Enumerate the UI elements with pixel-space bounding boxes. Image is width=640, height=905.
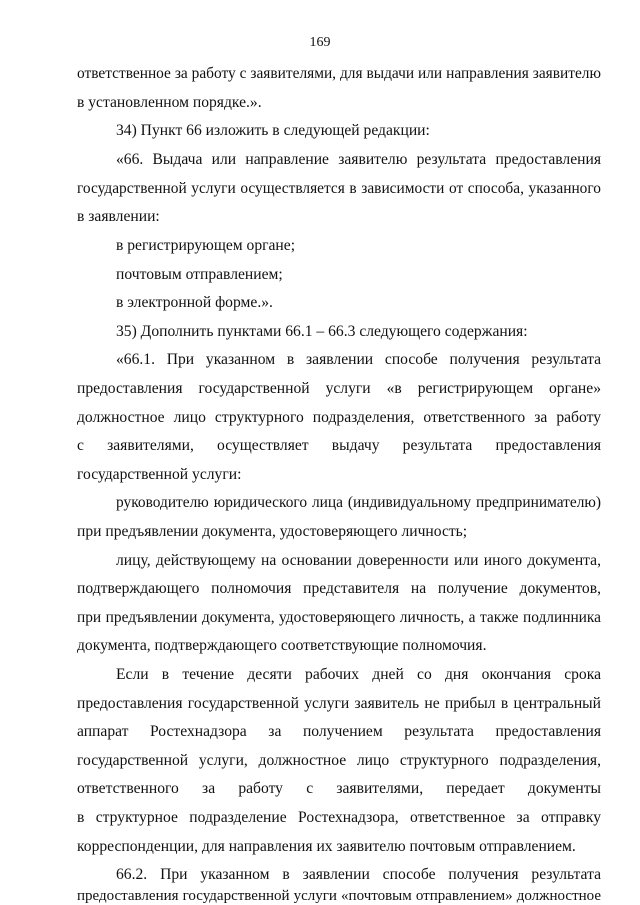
text-line: государственной услуги осуществляется в зависимости от способа, указанного [77,180,601,197]
text-line: подтверждающего полномочия представителя на получение документов, [77,580,601,597]
text-line: с заявителями, осуществляет выдачу результата предоставления [77,437,601,454]
page-number: 169 [309,35,331,50]
text-line: 34) Пункт 66 изложить в следующей редакции: [116,122,430,139]
text-line: 35) Дополнить пунктами 66.1 – 66.3 следующего содержания: [116,323,528,340]
text-line: 66.2. При указанном в заявлении способе получения результата [116,866,601,883]
text-line: должностное лицо структурного подразделения, ответственного за работу [77,409,601,426]
text-line: в установленном порядке.». [77,94,262,111]
text-line: аппарат Ростехнадзора за получением результата предоставления [77,723,601,740]
text-line: предоставления государственной услуги «в регистрирующем органе» [77,380,601,397]
text-line: «66.1. При указанном в заявлении способе получения результата [116,351,601,368]
text-line: государственной услуги, должностное лицо структурного подразделения, [77,752,601,769]
text-line: в электронной форме.». [116,294,273,311]
text-line: в регистрирующем органе; [116,237,296,254]
text-line: предоставления государственной услуги «почтовым отправлением» должностное [77,888,601,904]
text-line: в структурное подразделение Ростехнадзора, ответственное за отправку [77,809,601,826]
text-line: государственной услуги: [77,466,242,483]
text-line: при предъявлении документа, удостоверяющего личность, а также подлинника [77,609,601,626]
text-line: ответственное за работу с заявителями, для выдачи или направления заявителю [77,65,601,82]
text-line: ответственного за работу с заявителями, передает документы [77,780,601,797]
text-line: при предъявлении документа, удостоверяющего личность; [77,523,468,540]
text-line: предоставления государственной услуги заявитель не прибыл в центральный [77,695,601,712]
text-line: Если в течение десяти рабочих дней со дня окончания срока [116,666,601,683]
text-line: корреспонденции, для направления их заявителю почтовым отправлением. [77,838,576,855]
text-line: руководителю юридического лица (индивидуальному предпринимателю) [116,494,601,511]
text-line: почтовым отправлением; [116,266,283,283]
text-line: «66. Выдача или направление заявителю результата предоставления [116,151,601,168]
text-line: лицу, действующему на основании доверенности или иного документа, [116,552,601,569]
text-line: в заявлении: [77,208,160,225]
text-line: документа, подтверждающего соответствующие полномочия. [77,637,487,654]
